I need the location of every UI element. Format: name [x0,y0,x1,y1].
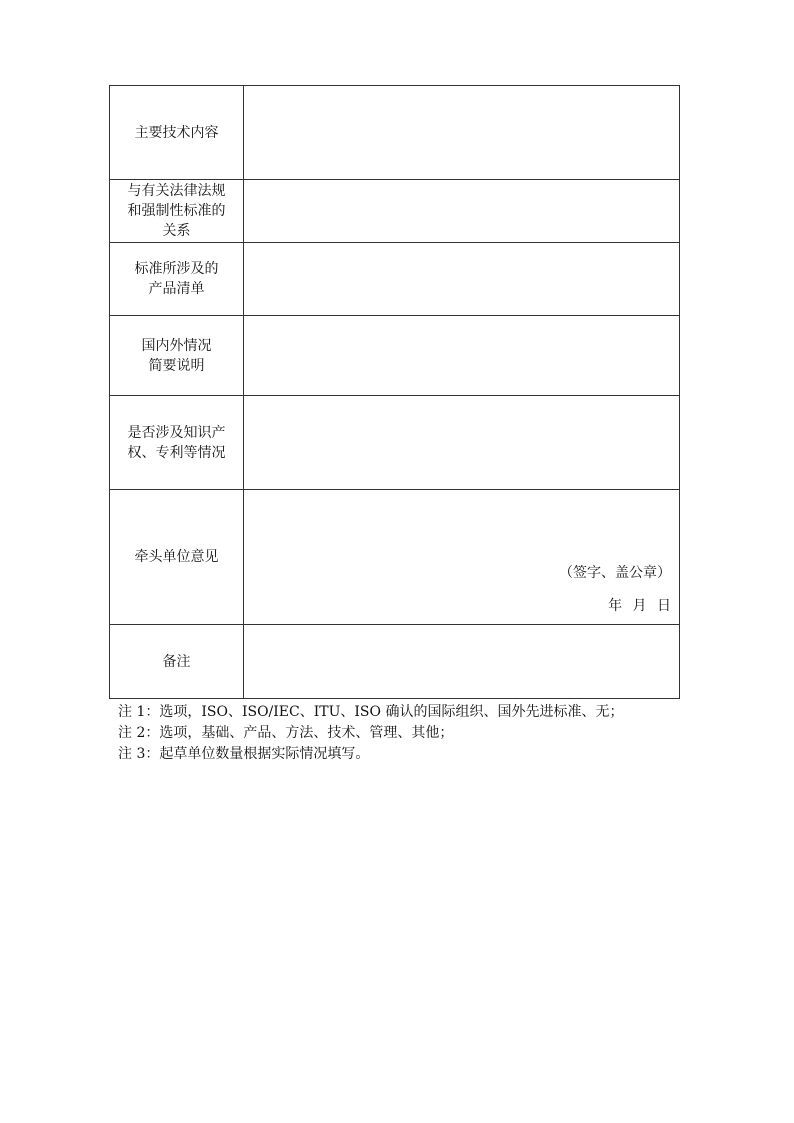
label-remarks: 备注 [110,625,244,699]
label-lead-unit-opinion: 牵头单位意见 [110,490,244,625]
label-product-list: 标准所涉及的 产品清单 [110,243,244,316]
label-laws-relation: 与有关法律法规 和强制性标准的 关系 [110,180,244,243]
form-row-lead-opinion [110,490,680,625]
application-form-table [109,85,680,699]
date-line: 年 月 日 [608,598,671,614]
note-3: 注 3：起草单位数量根据实际情况填写。 [118,746,370,762]
form-row-ip [110,396,680,490]
form-row-remarks [110,625,680,699]
field-situation-summary[interactable] [244,316,680,396]
field-main-tech-content[interactable] [244,86,680,180]
note-2: 注 2：选项，基础、产品、方法、技术、管理、其他； [118,725,454,741]
label-main-tech-content: 主要技术内容 [110,86,244,180]
field-product-list[interactable] [244,243,680,316]
label-situation-summary: 国内外情况 简要说明 [110,316,244,396]
form-row-products [110,243,680,316]
form-row-laws [110,180,680,243]
signature-seal-note: （签字、盖公章） [559,565,671,581]
form-row-situation [110,316,680,396]
label-ip-patent: 是否涉及知识产 权、专利等情况 [110,396,244,490]
form-row-main-tech [110,86,680,180]
field-remarks[interactable] [244,625,680,699]
note-1: 注 1：选项，ISO、ISO/IEC、ITU、ISO 确认的国际组织、国外先进标准、无； [118,704,624,720]
footnotes [118,702,718,765]
field-lead-unit-opinion[interactable] [244,490,680,625]
field-laws-relation[interactable] [244,180,680,243]
field-ip-patent[interactable] [244,396,680,490]
